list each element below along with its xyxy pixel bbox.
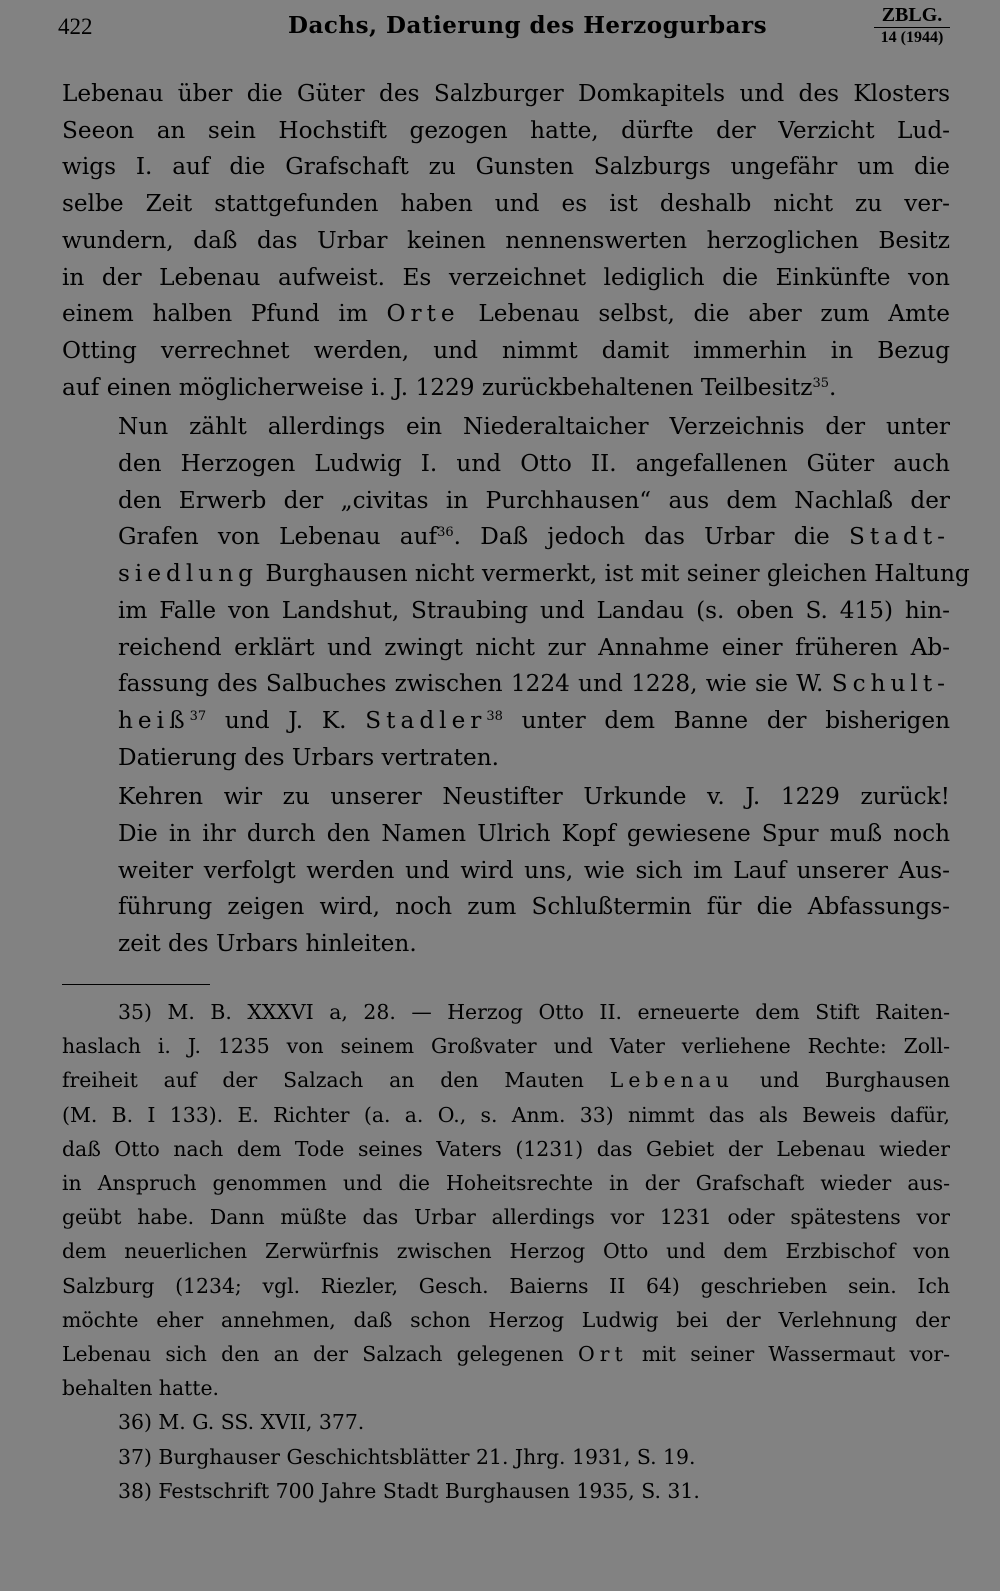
text-line: zeit des Urbars hinleiten. bbox=[118, 930, 417, 958]
footnote-line: 38) Festschrift 700 Jahre Stadt Burghausen 1935, S. 31. bbox=[118, 1478, 700, 1503]
text-line: führung zeigen wird, noch zum Schlußtermin für die Abfassungs- bbox=[118, 893, 950, 921]
footnote-line: 37) Burghauser Geschichtsblätter 21. Jhrg. 1931, S. 19. bbox=[118, 1444, 696, 1469]
footnote-35 bbox=[62, 995, 950, 1405]
footnote-ref-36: 36 bbox=[437, 525, 454, 541]
spaced-word: Ort bbox=[578, 1342, 628, 1367]
footnote-ref-37: 37 bbox=[189, 708, 207, 724]
text-line: Nun zählt allerdings ein Niederaltaicher Verzeichnis der unter bbox=[118, 413, 950, 441]
footnote-line: 36) M. G. SS. XVII, 377. bbox=[118, 1410, 365, 1435]
footnote-mark: 37) bbox=[118, 1444, 152, 1469]
text-line: den Herzogen Ludwig I. und Otto II. angefallenen Güter auch bbox=[118, 450, 950, 478]
text-line: Seeon an sein Hochstift gezogen hatte, dürfte der Verzicht Lud- bbox=[62, 116, 950, 144]
text-line: reichend erklärt und zwingt nicht zur Annahme einer früheren Ab- bbox=[118, 633, 950, 661]
footnote-ref-38: 38 bbox=[486, 708, 503, 724]
footnote-line: (M. B. I 133). E. Richter (a. a. O., s. Anm. 33) nimmt das als Beweis dafür, bbox=[62, 1102, 950, 1127]
text-line: siedlung Burghausen nicht vermerkt, ist mit seiner gleichen Haltung bbox=[118, 560, 970, 588]
footnote-rule bbox=[62, 984, 210, 985]
text-line: Kehren wir zu unserer Neustifter Urkunde v. J. 1229 zurück! bbox=[118, 783, 950, 811]
footnote-line: 35) M. B. XXXVI a, 28. — Herzog Otto II. erneuerte dem Stift Raiten- bbox=[118, 1000, 951, 1024]
footnote-line: geübt habe. Dann müßte das Urbar allerdings vor 1231 oder spätestens vor bbox=[62, 1205, 950, 1230]
footnote-line: dem neuerlichen Zerwürfnis zwischen Herzog Otto und dem Erzbischof von bbox=[62, 1239, 950, 1264]
footnote-36 bbox=[62, 1405, 950, 1439]
text-line: in der Lebenau aufweist. Es verzeichnet lediglich die Einkünfte von bbox=[62, 263, 950, 291]
text-line: weiter verfolgt werden und wird uns, wie sich im Lauf unserer Aus- bbox=[118, 856, 950, 884]
footnote-line: Salzburg (1234; vgl. Riezler, Gesch. Baierns II 64) geschrieben sein. Ich bbox=[62, 1273, 950, 1298]
footnote-mark: 38) bbox=[118, 1478, 152, 1503]
main-text bbox=[62, 76, 970, 963]
text-line: Lebenau über die Güter des Salzburger Domkapitels und des Klosters bbox=[62, 80, 950, 107]
text-line: den Erwerb der „civitas in Purchhausen“ aus dem Nachlaß der bbox=[118, 486, 950, 514]
text-line: selbe Zeit stattgefunden haben und es ist deshalb nicht zu ver- bbox=[62, 190, 950, 218]
spaced-word: heiß bbox=[118, 706, 190, 734]
paragraph-3 bbox=[62, 779, 950, 963]
journal-reference bbox=[870, 4, 954, 47]
text-line: auf einen möglicherweise i. J. 1229 zurückbehaltenen Teilbesitz$^{35}$. bbox=[62, 373, 837, 401]
spaced-word: Orte bbox=[386, 300, 460, 328]
text-line: einem halben Pfund im Orte Lebenau selbst, die aber zum Amte bbox=[62, 300, 950, 328]
footnote-line: Lebenau sich den an der Salzach gelegenen Ort mit seiner Wassermaut vor- bbox=[62, 1342, 950, 1367]
text-line: Otting verrechnet werden, und nimmt damit immerhin in Bezug bbox=[62, 336, 950, 364]
paragraph-1 bbox=[62, 76, 950, 406]
text-line: Datierung des Urbars vertraten. bbox=[118, 743, 499, 771]
text-line: heiß$^{37}$ und J. K. Stadler$^{38}$ unter dem Banne der bisherigen bbox=[118, 706, 951, 734]
footnote-line: möchte eher annehmen, daß schon Herzog Ludwig bei der Verlehnung der bbox=[62, 1307, 950, 1332]
footnote-line: daß Otto nach dem Tode seines Vaters (1231) das Gebiet der Lebenau wieder bbox=[62, 1136, 950, 1161]
spaced-word: Stadt- bbox=[848, 523, 950, 551]
spaced-word: Schult- bbox=[831, 670, 950, 698]
footnote-line: freiheit auf der Salzach an den Mauten Lebenau und Burghausen bbox=[62, 1068, 950, 1093]
spaced-word: Lebenau bbox=[609, 1068, 734, 1093]
footnote-line: in Anspruch genommen und die Hoheitsrechte in der Grafschaft wieder aus- bbox=[62, 1171, 950, 1196]
footnote-line: haslach i. J. 1235 von seinem Großvater und Vater verliehene Rechte: Zoll- bbox=[62, 1034, 950, 1059]
footnote-38 bbox=[62, 1474, 950, 1508]
text-line: wundern, daß das Urbar keinen nennenswerten herzoglichen Besitz bbox=[62, 226, 950, 254]
journal-divider bbox=[874, 27, 950, 28]
footnote-37 bbox=[62, 1440, 950, 1474]
paragraph-2 bbox=[62, 409, 970, 776]
footnote-mark: 36) bbox=[118, 1410, 152, 1435]
text-line: Grafen von Lebenau auf$^{36}$. Daß jedoch das Urbar die Stadt- bbox=[118, 523, 950, 551]
text-line: Die in ihr durch den Namen Ulrich Kopf gewiesene Spur muß noch bbox=[118, 820, 950, 848]
journal-volume: 14 (1944) bbox=[880, 29, 944, 46]
journal-abbrev: ZBLG. bbox=[881, 4, 943, 26]
text-line: fassung des Salbuches zwischen 1224 und 1228, wie sie W. Schult- bbox=[118, 670, 950, 698]
footnote-mark: 35) bbox=[118, 1000, 152, 1024]
text-line: im Falle von Landshut, Straubing und Landau (s. oben S. 415) hin- bbox=[118, 596, 950, 624]
page-number: 422 bbox=[58, 14, 93, 39]
running-title: Dachs, Datierung des Herzogurbars bbox=[288, 12, 768, 39]
footnote-ref-35: 35 bbox=[812, 375, 830, 391]
spaced-word: siedlung bbox=[118, 560, 259, 588]
footnote-line: behalten hatte. bbox=[62, 1376, 220, 1401]
text-line: wigs I. auf die Grafschaft zu Gunsten Salzburgs ungefähr um die bbox=[62, 153, 950, 181]
spaced-word: Stadler bbox=[365, 706, 487, 734]
footnotes bbox=[62, 995, 950, 1508]
